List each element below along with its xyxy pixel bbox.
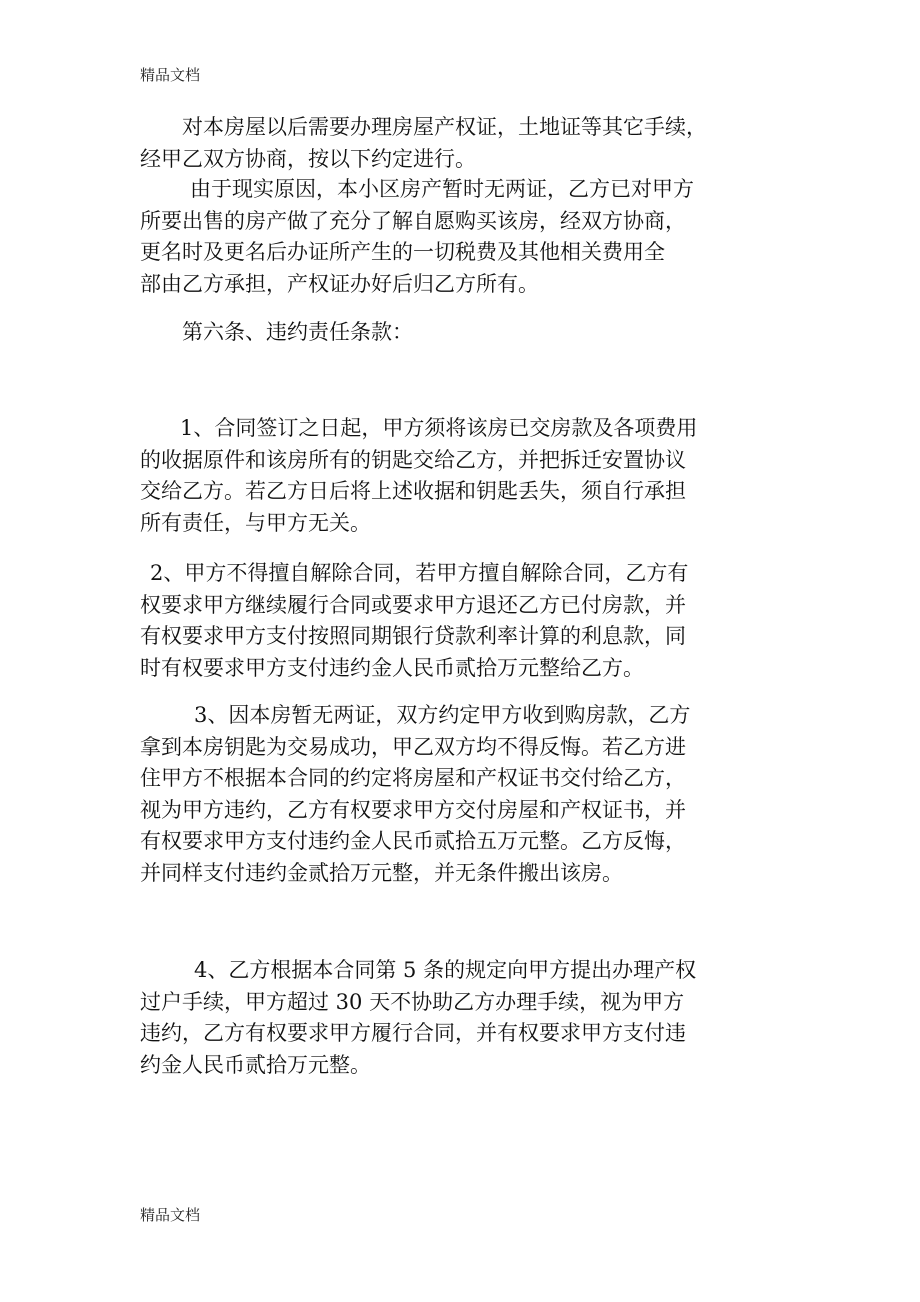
clause-4 — [140, 955, 780, 1081]
paragraph-intro — [140, 112, 780, 175]
text-line: 由于现实原因，本小区房产暂时无两证，乙方已对甲方 — [190, 177, 694, 201]
text-line: 视为甲方违约，乙方有权要求甲方交付房屋和产权证书，并 — [140, 797, 686, 822]
paragraph-reason — [140, 174, 780, 300]
text-line: 违约，乙方有权要求甲方履行合同，并有权要求甲方支付违 — [140, 1021, 686, 1045]
text-line: 时有权要求甲方支付违约金人民币贰拾万元整给乙方。 — [140, 655, 644, 680]
text-line: 交给乙方。若乙方日后将上述收据和钥匙丢失，须自行承担 — [140, 479, 686, 503]
clause-2 — [140, 558, 780, 684]
text-line: 2、甲方不得擅自解除合同，若甲方擅自解除合同，乙方有 — [150, 561, 689, 585]
section-heading — [140, 317, 780, 349]
footer-watermark-text: 精品文档 — [140, 1206, 201, 1224]
text-line: 过户手续，甲方超过 30 天不协助乙方办理手续，视为甲方 — [140, 989, 685, 1014]
header-watermark-text: 精品文档 — [140, 66, 201, 84]
text-line: 约金人民币贰拾万元整。 — [140, 1052, 371, 1077]
text-line: 所有责任，与甲方无关。 — [140, 510, 371, 535]
text-line: 对本房屋以后需要办理房屋产权证，土地证等其它手续， — [182, 115, 707, 139]
text-line: 的收据原件和该房所有的钥匙交给乙方，并把拆迁安置协议 — [140, 447, 686, 472]
clause-3 — [140, 700, 780, 889]
text-line: 权要求甲方继续履行合同或要求甲方退还乙方已付房款，并 — [140, 592, 686, 617]
section-heading-text: 第六条、违约责任条款： — [182, 320, 413, 344]
text-line: 1、合同签订之日起，甲方须将该房已交房款及各项费用 — [180, 416, 698, 440]
text-line: 有权要求甲方支付违约金人民币贰拾五万元整。乙方反悔， — [140, 829, 686, 853]
text-line: 并同样支付违约金贰拾万元整，并无条件搬出该房。 — [140, 860, 623, 885]
text-line: 住甲方不根据本合同的约定将房屋和产权证书交付给乙方， — [140, 766, 686, 790]
clause-1 — [140, 413, 780, 539]
text-line: 更名时及更名后办证所产生的一切税费及其他相关费用全 — [140, 240, 665, 264]
text-line: 3、因本房暂无两证，双方约定甲方收到购房款，乙方 — [194, 703, 691, 727]
text-line: 经甲乙双方协商，按以下约定进行。 — [140, 146, 476, 171]
text-line: 拿到本房钥匙为交易成功，甲乙双方均不得反悔。若乙方进 — [140, 734, 686, 759]
text-line: 有权要求甲方支付按照同期银行贷款利率计算的利息款，同 — [140, 624, 686, 648]
text-line: 4、乙方根据本合同第 5 条的规定向甲方提出办理产权 — [194, 958, 697, 982]
text-line: 所要出售的房产做了充分了解自愿购买该房，经双方协商， — [140, 208, 686, 233]
text-line: 部由乙方承担，产权证办好后归乙方所有。 — [140, 271, 539, 296]
